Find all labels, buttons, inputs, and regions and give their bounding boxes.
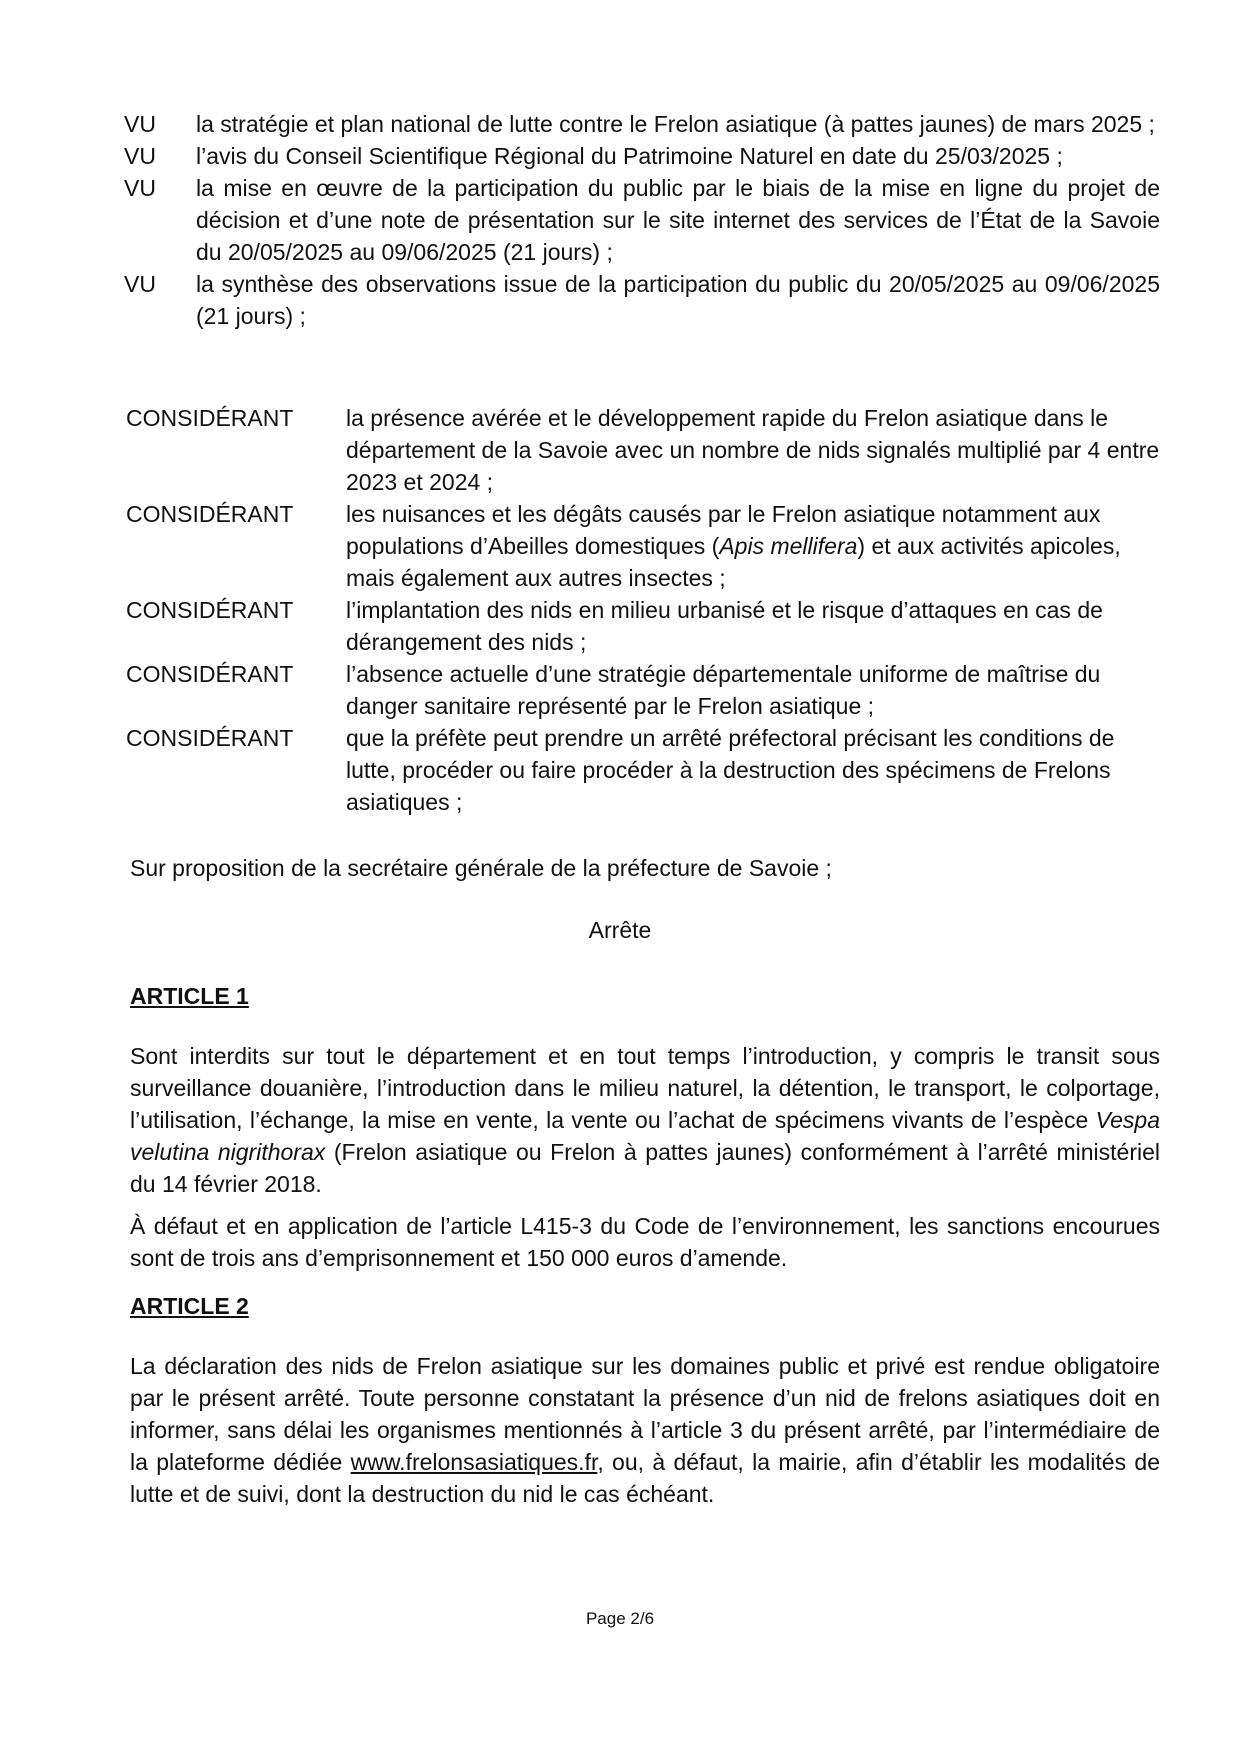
vu-text: la stratégie et plan national de lutte contre le Frelon asiatique (à pattes jaunes) de mars 2025 ;: [196, 111, 1155, 137]
vu-text: la synthèse des observations issue de la participation du public du 20/05/2025 au 09/06/2025 (21 jours) ;: [196, 271, 1160, 329]
vu-item: [124, 140, 1160, 172]
considerant-label: CONSIDÉRANT: [126, 501, 294, 527]
considerant-label: CONSIDÉRANT: [126, 661, 294, 687]
considerant-text: la présence avérée et le développement rapide du Frelon asiatique dans le département de la Savoie avec un nombre de nids signalés multiplié par 4 entre 2023 et 2024 ;: [346, 405, 1160, 495]
article-1-text-after: (Frelon asiatique ou Frelon à pattes jaunes) conformément à l’arrêté ministériel du 14 février 2018.: [130, 1139, 1160, 1197]
vu-item: [124, 108, 1160, 140]
species-latin-name: Vespa velutina nigrithorax: [130, 1107, 1160, 1165]
considerant-section: [126, 402, 1160, 818]
article-2-title: ARTICLE 2: [130, 1293, 249, 1319]
article-2-text-after: , ou, à défaut, la mairie, afin d’établir les modalités de lutte et de suivi, dont la destruction du nid le cas échéant.: [130, 1449, 1160, 1507]
page-number: Page 2/6: [585, 1609, 655, 1628]
considerant-item: [126, 658, 1160, 722]
vu-text: la mise en œuvre de la participation du public par le biais de la mise en ligne du projet de décision et d’une note de présentation sur le site internet des services de l’État de la Savoie du 20/05/2025 au 09/06/2025 (21 jours) ;: [196, 175, 1160, 265]
article-1-paragraph-1: [130, 1040, 1160, 1200]
proposal-line: Sur proposition de la secrétaire générale de la préfecture de Savoie ;: [130, 855, 832, 881]
considerant-text: que la préfète peut prendre un arrêté préfectoral précisant les conditions de lutte, procéder ou faire procéder à la destruction des spécimens de Frelons asiatiques ;: [346, 725, 1115, 815]
vu-label: VU: [124, 175, 156, 201]
vu-item: [124, 268, 1160, 332]
species-name-italic: Apis mellifera: [719, 533, 858, 559]
article-1-title: ARTICLE 1: [130, 983, 249, 1009]
considerant-item: [126, 594, 1160, 658]
decree-heading: Arrête: [588, 917, 652, 943]
vu-label: VU: [124, 143, 156, 169]
considerant-label: CONSIDÉRANT: [126, 725, 294, 751]
vu-item: [124, 172, 1160, 268]
considerant-label: CONSIDÉRANT: [126, 405, 294, 431]
vu-label: VU: [124, 271, 156, 297]
considerant-text: l’implantation des nids en milieu urbanisé et le risque d’attaques en cas de dérangement des nids ;: [346, 597, 1103, 655]
article-2-paragraph-1: [130, 1350, 1160, 1510]
vu-label: VU: [124, 111, 156, 137]
article-1-paragraph-2: À défaut et en application de l’article L415-3 du Code de l’environnement, les sanctions encourues sont de trois ans d’emprisonnement et 150 000 euros d’amende.: [130, 1213, 1160, 1271]
considerant-label: CONSIDÉRANT: [126, 597, 294, 623]
considerant-item: [126, 722, 1160, 818]
vu-section: [124, 108, 1160, 332]
considerant-text-before: les nuisances et les dégâts causés par le Frelon asiatique notamment aux populations d’Abeilles domestiques (: [346, 501, 1101, 559]
considerant-text: [346, 498, 1160, 594]
considerant-item: [126, 498, 1160, 594]
article-2-text-before: La déclaration des nids de Frelon asiatique sur les domaines public et privé est rendue obligatoire par le présent arrêté. Toute personne constatant la présence d’un nid de frelons asiatiques doit en informer, sans délai les organismes mentionnés à l’article 3 du présent arrêté, par l’intermédiaire de la plateforme dédiée: [130, 1353, 1160, 1475]
considerant-item: [126, 402, 1160, 498]
platform-link[interactable]: www.frelonsasiatiques.fr: [350, 1449, 598, 1475]
vu-text: l’avis du Conseil Scientifique Régional du Patrimoine Naturel en date du 25/03/2025 ;: [196, 143, 1063, 169]
article-1-text-before: Sont interdits sur tout le département et en tout temps l’introduction, y compris le transit sous surveillance douanière, l’introduction dans le milieu naturel, la détention, le transport, le colportage, l’utilisation, l’échange, la mise en vente, la vente ou l’achat de spécimens vivants de l’espèce: [130, 1043, 1160, 1133]
considerant-text: l’absence actuelle d’une stratégie départementale uniforme de maîtrise du danger sanitaire représenté par le Frelon asiatique ;: [346, 661, 1101, 719]
considerant-text-after: ) et aux activités apicoles, mais également aux autres insectes ;: [346, 533, 1121, 591]
